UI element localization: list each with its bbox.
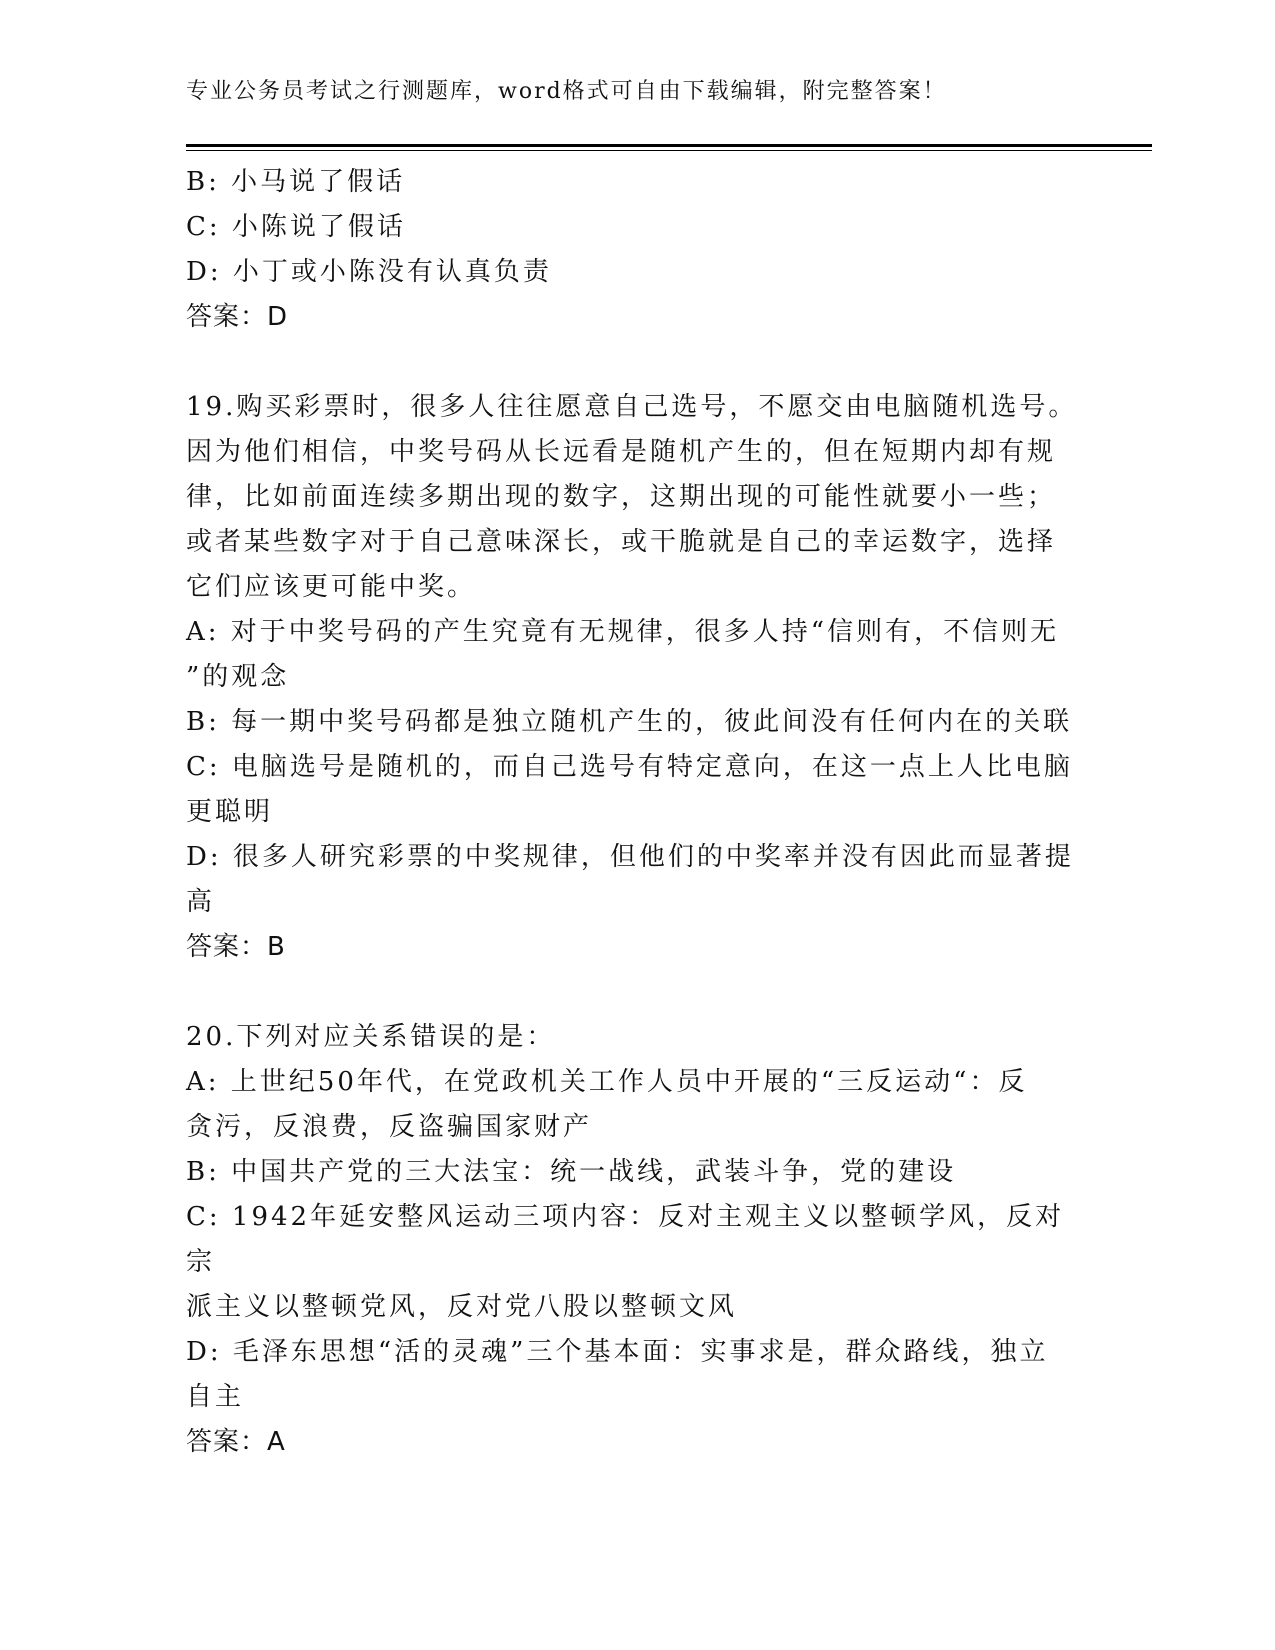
option-b: B: 小马说了假话 bbox=[186, 167, 406, 197]
option-line: C: 电脑选号是随机的，而自己选号有特定意向，在这一点上人比电脑 bbox=[186, 752, 1073, 782]
question-19-options bbox=[186, 610, 1086, 925]
page-header: 专业公务员考试之行测题库，word格式可自由下载编辑，附完整答案！ bbox=[186, 79, 947, 104]
option-line: 高 bbox=[186, 887, 216, 917]
spacer bbox=[186, 340, 1086, 385]
option-line: D: 毛泽东思想“活的灵魂”三个基本面：实事求是，群众路线，独立 bbox=[186, 1337, 1049, 1367]
question-19 bbox=[186, 385, 1086, 970]
stem-line: 它们应该更可能中奖。 bbox=[186, 572, 477, 602]
option-line: 自主 bbox=[186, 1382, 245, 1412]
option-line: A: 对于中奖号码的产生究竟有无规律，很多人持“信则有，不信则无 bbox=[186, 617, 1060, 647]
header-rule-thick bbox=[186, 144, 1152, 147]
question-19-stem bbox=[186, 385, 1086, 610]
option-line: ”的观念 bbox=[186, 662, 290, 692]
question-19-answer: 答案：B bbox=[186, 932, 286, 962]
prev-question-options bbox=[186, 160, 1086, 295]
option-line: A: 上世纪50年代，在党政机关工作人员中开展的“三反运动“：反 bbox=[186, 1067, 1028, 1097]
question-20-options bbox=[186, 1060, 1086, 1420]
spacer bbox=[186, 970, 1086, 1015]
stem-line: 19.购买彩票时，很多人往往愿意自己选号，不愿交由电脑随机选号。 bbox=[186, 392, 1078, 422]
option-line: B: 中国共产党的三大法宝：统一战线，武装斗争，党的建设 bbox=[186, 1157, 957, 1187]
option-line: 派主义以整顿党风，反对党八股以整顿文风 bbox=[186, 1292, 738, 1322]
question-20-stem bbox=[186, 1015, 1086, 1060]
stem-line: 律，比如前面连续多期出现的数字，这期出现的可能性就要小一些； bbox=[186, 482, 1057, 512]
option-c: C: 小陈说了假话 bbox=[186, 212, 406, 242]
prev-question-answer: 答案：D bbox=[186, 302, 289, 332]
option-line: C: 1942年延安整风运动三项内容：反对主观主义以整顿学风，反对宗 bbox=[186, 1202, 1065, 1277]
option-line: D: 很多人研究彩票的中奖规律，但他们的中奖率并没有因此而显著提 bbox=[186, 842, 1074, 872]
option-line: 更聪明 bbox=[186, 797, 274, 827]
header-rule-thin bbox=[186, 150, 1152, 151]
question-20-answer: 答案：A bbox=[186, 1427, 286, 1457]
option-d: D: 小丁或小陈没有认真负责 bbox=[186, 257, 552, 287]
stem-line: 因为他们相信，中奖号码从长远看是随机产生的，但在短期内却有规 bbox=[186, 437, 1057, 467]
question-20 bbox=[186, 1015, 1086, 1465]
stem-line: 或者某些数字对于自己意味深长，或干脆就是自己的幸运数字，选择 bbox=[186, 527, 1057, 557]
option-line: B: 每一期中奖号码都是独立随机产生的，彼此间没有任何内在的关联 bbox=[186, 707, 1073, 737]
option-line: 贪污，反浪费，反盗骗国家财产 bbox=[186, 1112, 593, 1142]
stem-line: 20.下列对应关系错误的是： bbox=[186, 1022, 556, 1052]
document-body bbox=[186, 160, 1086, 1465]
